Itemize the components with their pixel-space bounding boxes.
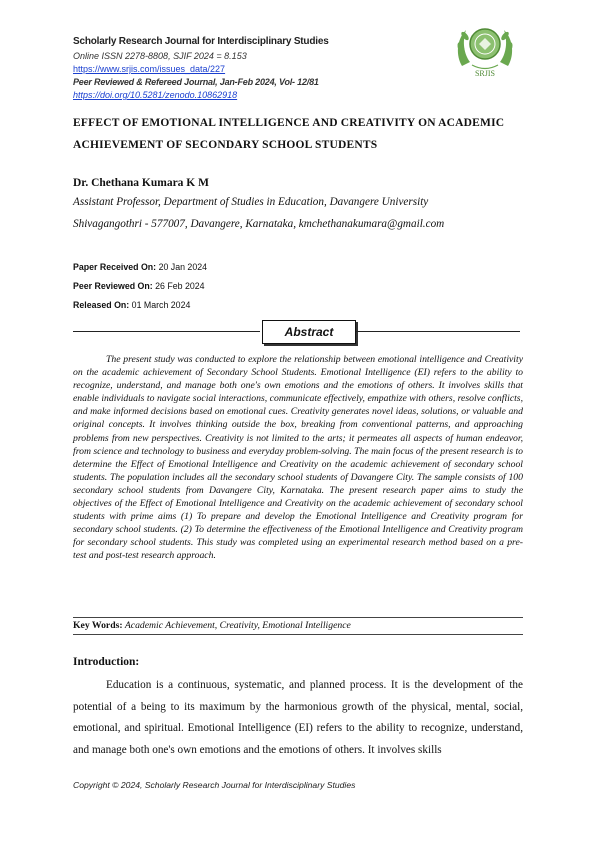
journal-logo	[452, 18, 518, 80]
doi-link[interactable]: https://doi.org/10.5281/zenodo.10862918	[73, 90, 238, 100]
paper-title: EFFECT OF EMOTIONAL INTELLIGENCE AND CREATIVITY ON ACADEMIC ACHIEVEMENT OF SECONDARY SCHOOL STUDENTS	[73, 117, 505, 151]
journal-name: Scholarly Research Journal for Interdisciplinary Studies	[73, 36, 329, 47]
copyright-footer: Copyright © 2024, Scholarly Research Journal for Interdisciplinary Studies	[73, 780, 356, 790]
reviewed-date: Peer Reviewed On: 26 Feb 2024	[73, 281, 205, 291]
peer-review-line: Peer Reviewed & Refereed Journal, Jan-Feb 2024, Vol- 12/81	[73, 77, 319, 87]
affiliation-line-1: Assistant Professor, Department of Studies in Education, Davangere University	[73, 196, 429, 208]
keywords-top-rule	[73, 617, 523, 618]
keywords-bottom-rule	[73, 634, 523, 635]
abstract-heading: Abstract	[262, 320, 356, 344]
introduction-heading: Introduction:	[73, 656, 140, 668]
issn-line: Online ISSN 2278-8808, SJIF 2024 = 8.153	[73, 51, 247, 61]
released-date: Released On: 01 March 2024	[73, 300, 191, 310]
affiliation-line-2: Shivagangothri - 577007, Davangere, Karnataka, kmchethanakumara@gmail.com	[73, 218, 445, 230]
divider-left	[73, 331, 260, 332]
issue-link[interactable]: https://www.srjis.com/issues_data/227	[73, 64, 226, 74]
introduction-text: Education is a continuous, systematic, and planned process. It is the development of the potential of a being to its maximum by the harmonious growth of the physical, mental, social, emotional, and spiritual. Emotional Intelligence (EI) refers to the ability to recognize, understand, and manage both one's own emotions and the emotions of others. It involves skills	[73, 679, 523, 756]
keywords: Key Words: Academic Achievement, Creativity, Emotional Intelligence	[73, 620, 351, 631]
author-name: Dr. Chethana Kumara K M	[73, 177, 209, 189]
abstract-text: The present study was conducted to explore the relationship between emotional intelligence and Creativity on the academic achievement of Secondary School Students. Emotional Intelligence (EI) refers to the ability to recognize, understand, and manage both one's own emotions and the emotions of others. It involves skills that enable individuals to navigate social interactions, communicate effectively, empathize with others, resolve conflicts, and make informed decisions based on emotional cues. Creativity generates novel ideas, solutions, or valuable and original concepts. It involves thinking outside the box, breaking from conventional patterns, and approaching problems from new perspectives. Creativity is not limited to the arts; it permeates all aspects of human endeavor, from science and technology to business and everyday problem-solving. The main focus of the present research is to determine the Effect of Emotional Intelligence and Creativity on the academic achievement of secondary school students. The population includes all the secondary school students of Davangere City. The sample consists of 100 secondary school students from Davangere City, Karnataka. The present research paper aims to study the objectives of the Effect of Emotional Intelligence and Creativity on the academic achievement of secondary school students with prime aims (1) To prepare and develop the Emotional Intelligence and Creativity program for secondary school students. (2) To determine the effectiveness of the Emotional Intelligence and Creativity program for secondary school students. This study was completed using an experimental research method based on a pre-test and post-test research approach.	[73, 354, 523, 562]
received-date: Paper Received On: 20 Jan 2024	[73, 262, 207, 272]
divider-right	[356, 331, 520, 332]
logo-text: SRJIS	[474, 69, 496, 78]
